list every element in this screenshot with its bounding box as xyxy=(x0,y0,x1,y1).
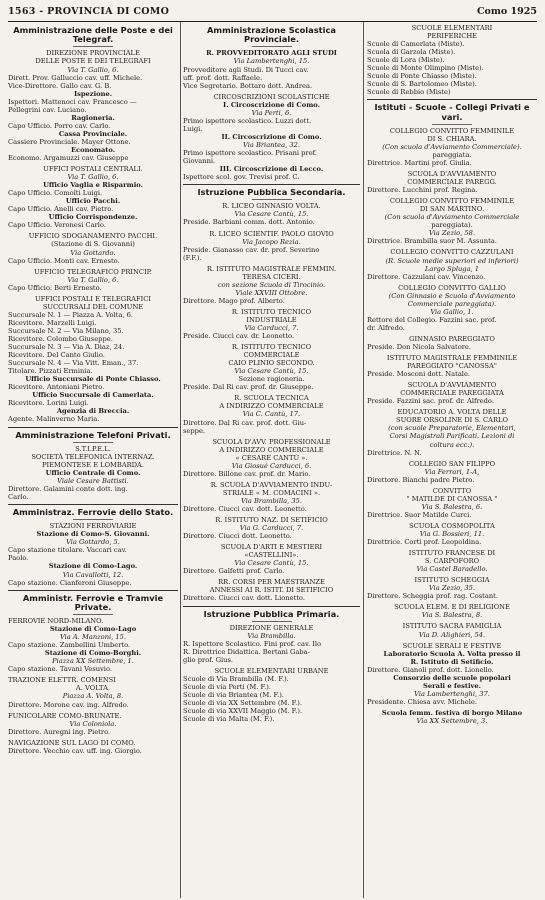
entry-line: glio prof. Gius. xyxy=(183,655,234,664)
entry-line: Direttore. Billone cav. prof. dr. Mario. xyxy=(183,469,311,478)
entry-title: DI SAN MARTINO. xyxy=(419,205,485,214)
entry-line: Luigi. xyxy=(183,124,203,133)
entry-subheading: III. Circoscrizione di Lecco. xyxy=(219,165,324,174)
section-heading: Istituti - Scuole - Collegi Privati e vari. xyxy=(374,102,530,122)
short-rule xyxy=(73,519,113,520)
entry-line: dr. Alfredo. xyxy=(367,323,405,332)
entry-address: Via G. Bossieri, 11. xyxy=(419,529,485,538)
entry-line: FUNICOLARE COMO-BRUNATE. xyxy=(8,711,122,720)
entry-line: Economo. Argamuzzi cav. Giuseppe xyxy=(8,154,129,163)
entry-title: SCUOLE ELEMENTARI URBANE xyxy=(214,666,329,675)
header-right: Como 1925 xyxy=(476,6,537,17)
entry-line: Scuole di via Perti (M. F.). xyxy=(183,683,271,692)
entry-title: PAREGGIATO "CANOSSA" xyxy=(407,362,497,371)
entry-line: Preside. Dal Ri cav. prof. dr. Giuseppe. xyxy=(183,383,314,392)
entry-line: Titolare. Pizzati Erminia. xyxy=(8,367,93,376)
entry-line: Scuole di via Malta (M. F.). xyxy=(183,715,275,724)
entry-title: R. LICEO SCIENTIF. PAOLO GIOVIO xyxy=(209,229,334,238)
entry-title: S.T.I.P.E.L. xyxy=(75,444,111,453)
entry-line: Vice-Direttore. Gallo cav. G. B. xyxy=(8,81,112,90)
entry-subheading: Ufficio Corrispondenze. xyxy=(48,213,138,222)
entry-title: Scuola femm. festiva di borgo Milano xyxy=(381,708,523,717)
entry-title: COMMERCIALE PAREGGIATA xyxy=(400,389,504,398)
section-heading: Istruzione Pubblica Secondaria. xyxy=(197,187,346,198)
entry-line: Capo Ufficio. Porro cav. Carlo. xyxy=(8,121,111,130)
entry-title: DELLE POSTE E DEI TELEGRAFI xyxy=(35,57,151,66)
column-right xyxy=(367,24,537,898)
entry-title: R. ISTITUTO NAZ. DI SETIFICIO xyxy=(215,516,328,525)
short-rule xyxy=(73,46,113,47)
header-left: 1563 - PROVINCIA DI COMO xyxy=(8,6,170,17)
entry-line: Ispettore scol. gov. Trevisi prof. C. xyxy=(183,173,300,182)
entry-subheading: I. Circoscrizione di Como. xyxy=(223,100,320,109)
column-divider xyxy=(180,22,181,898)
entry-line: uff. prof. dott. Raffaele. xyxy=(183,73,263,82)
entry-line: Primo ispettore scolastico. Prisani prof. xyxy=(183,148,318,157)
entry-title: RR. CORSI PER MAESTRANZE xyxy=(218,578,325,587)
entry-address: Via Cesare Cantù, 15. xyxy=(234,210,309,219)
entry-title: ISTITUTO SACRA FAMIGLIA xyxy=(402,622,502,631)
entry-title: PERIFERICHE xyxy=(426,32,478,41)
entry-title: EDUCATORIO A. VOLTA DELLE xyxy=(397,408,507,417)
entry-title: R. SCUOLA TECNICA xyxy=(234,394,309,403)
entry-title: «CASTELLINI». xyxy=(244,551,299,560)
entry-line: Capo Ufficio. Monti cav. Ernesto. xyxy=(8,256,120,265)
entry-subheading: Ufficio Centrale di Como. xyxy=(45,468,141,477)
entry-line: Direttore. Galamini conte dott. ing. xyxy=(8,484,128,493)
entry-line: Direttore. Gianoli prof. dott. Lionello. xyxy=(367,665,494,674)
entry-title: R. SCUOLA D'AVVIAMENTO INDU- xyxy=(210,480,333,489)
entry-title: pareggiata). xyxy=(431,221,473,230)
entry-title: SCUOLA COSMOPOLITA xyxy=(409,521,495,530)
entry-title: S. CARPOFORO xyxy=(424,557,480,566)
entry-line: Primo ispettore scolastico. Luzzi dott. xyxy=(183,116,312,125)
section-rule xyxy=(8,427,178,428)
entry-line: Cassiere Provinciale. Mayer Ottone. xyxy=(8,137,131,146)
entry-address: Corsi Magistrali Parificati. Lezioni di xyxy=(389,432,515,441)
entry-line: Direttrice. Brambilla suor M. Assunta. xyxy=(367,237,497,246)
entry-address: coltura ecc.). xyxy=(429,440,475,449)
entry-title: R. PROVVEDITORATO AGLI STUDI xyxy=(206,49,337,58)
entry-subheading: Ragioneria. xyxy=(71,113,115,122)
entry-title: SCUOLA D'AVV. PROFESSIONALE xyxy=(212,437,331,446)
entry-subheading: Ufficio Pacchi. xyxy=(65,197,121,206)
entry-address: (Con Ginnasio e Scuola d'Avviamento xyxy=(388,291,516,300)
entry-title: A INDIRIZZO COMMERCIALE xyxy=(219,402,324,411)
section-rule xyxy=(183,184,360,185)
entry-line: R. Ispettore Scolastico. Fini prof. cav. Ilo xyxy=(183,639,322,648)
entry-line: Direttore. Cazzulani cav. Vincenzo. xyxy=(367,272,486,281)
entry-title: TERESA CICERI. xyxy=(242,272,301,281)
entry-address: Via Cavallotti, 12. xyxy=(62,570,124,579)
entry-line: Scuole di via XX Settembre (M. F.). xyxy=(183,699,303,708)
entry-address: Via Lambertenghi, 37. xyxy=(414,689,490,698)
entry-title: COLLEGIO CONVITTO FEMMINILE xyxy=(389,197,515,206)
entry-title: CAIO PLINIO SECONDO. xyxy=(228,359,315,368)
entry-title: STAZIONI FERROVIARIE xyxy=(49,522,137,531)
entry-line: Ricevitore. Lorini Luigi. xyxy=(8,399,89,408)
page-number: 1563 xyxy=(8,6,36,17)
entry-line: Ispettori. Mattenoci cav. Francesco — xyxy=(8,97,137,106)
entry-line: Scuole di Via Brambilla (M. F.). xyxy=(183,675,289,683)
entry-line: Direttore. Vecchio cav. uff. ing. Giorgio. xyxy=(8,746,142,755)
entry-title: SCUOLA D'AVVIAMENTO xyxy=(407,381,497,390)
entry-title: INDUSTRIALE xyxy=(246,315,297,324)
section-rule xyxy=(367,99,537,100)
entry-line: R. Direttrice Didattica. Bertani Gaba- xyxy=(183,647,310,656)
entry-line: Ricevitore. Marzelli Luigi. xyxy=(8,318,97,327)
short-rule xyxy=(73,442,113,443)
section-heading: Amministrazione Telefoni Privati. xyxy=(15,429,171,440)
entry-line: Succursale N. 3 — Via A. Diaz, 24. xyxy=(8,343,125,352)
entry-line: Preside. Gianasso cav. dr. prof. Severino xyxy=(183,245,320,254)
entry-line: Ricevitore. Del Canto Giulio. xyxy=(8,351,105,360)
entry-title: A. VOLTA. xyxy=(75,684,111,693)
entry-title: COLLEGIO SAN FILIPPO xyxy=(408,459,496,468)
entry-title: « CESARE CANTÙ ». xyxy=(235,453,308,462)
entry-line: Direttore. Dal Ri cav. prof. dott. Giu- xyxy=(183,418,307,427)
entry-line: Direttore. Morone cav. ing. Alfredo. xyxy=(8,700,129,709)
entry-title: R. LICEO GINNASIO VOLTA. xyxy=(222,202,321,211)
entry-line: Direttore. Auregni ing. Pietro. xyxy=(8,727,111,736)
entry-subheading: Serali e festive. xyxy=(423,681,481,690)
entry-subheading: Agenzia di Breccia. xyxy=(56,407,130,416)
section-heading: Amministrazione delle Poste e dei Telegraf. xyxy=(13,25,173,45)
entry-line: FERROVIE NORD-MILANO. xyxy=(8,617,104,626)
entry-title: CONVITTO xyxy=(432,486,472,495)
entry-line: Preside. Don Nicola Salvatore. xyxy=(367,343,472,351)
entry-title: SUCCURSALI DEL COMUNE xyxy=(42,302,144,311)
entry-title: SCUOLA ELEM. E DI RELIGIONE xyxy=(394,603,510,612)
entry-address: Via Cesare Cantù, 15. xyxy=(234,367,309,376)
entry-title: DIREZIONE PROVINCIALE xyxy=(46,49,140,58)
entry-line: Direttore. Ciucci dott. Leonetto. xyxy=(183,532,292,541)
entry-line: Direttore. Galfetti prof. Carlo. xyxy=(183,567,285,576)
entry-title: PIEMONTESE E LOMBARDA. xyxy=(41,460,144,469)
entry-line: Scuole di Monte Olimpino (Miste). xyxy=(367,64,484,73)
short-rule xyxy=(73,614,113,615)
entry-subheading: Cassa Provinciale. xyxy=(58,129,128,138)
entry-line: Direttrice. Martini prof. Giulia. xyxy=(367,159,472,168)
entry-line: Paolo. xyxy=(8,554,29,563)
entry-line: Scuole di Ponte Chiasso (Miste). xyxy=(367,72,477,81)
entry-line: Scuola di Garzola (Miste). xyxy=(367,48,456,57)
entry-address: Via Zezio, 58. xyxy=(428,229,476,238)
entry-title: R. ISTITUTO TECNICO xyxy=(231,343,312,352)
section-heading: Amministr. Ferrovie e Tramvie Private. xyxy=(22,592,164,612)
entry-address: Via S. Balestra, 6. xyxy=(421,502,483,511)
entry-address: (Con scuola d'Avviamento Commerciale xyxy=(384,213,520,222)
entry-title: Sezione ragioneria. xyxy=(238,375,305,384)
entry-line: NAVIGAZIONE SUL LAGO DI COMO. xyxy=(8,738,136,747)
entry-title: A INDIRIZZO COMMERCIALE xyxy=(219,445,324,454)
entry-subheading: R. Istituto di Setificio. xyxy=(410,657,494,666)
entry-title: SUORE ORSOLINE DI S. CARLO xyxy=(396,416,508,425)
section-rule xyxy=(8,590,178,591)
entry-title: COMMERCIALE xyxy=(243,351,300,360)
entry-line: Ricevitore. Colombo Giuseppe. xyxy=(8,335,113,343)
entry-subheading: Ufficio Succursale di Ponte Chiasso. xyxy=(25,375,161,384)
entry-line: Capo Ufficio. Berti Ernesto. xyxy=(8,283,102,292)
entry-title: ISTITUTO MAGISTRALE FEMMINILE xyxy=(386,354,518,363)
entry-address: Via T. Gallio, 6. xyxy=(67,173,119,182)
entry-title: COLLEGIO CONVITTO CAZZULANI xyxy=(390,248,514,257)
entry-address: Piazza A. Volta, 8. xyxy=(62,692,124,701)
column-middle xyxy=(183,24,360,898)
entry-line: Ricevitore. Antoniani Pietro. xyxy=(8,383,105,392)
entry-title: R. ISTITUTO TECNICO xyxy=(231,307,312,316)
entry-subheading: Ufficio Vaglia e Risparmio. xyxy=(43,181,143,190)
entry-subheading: Ufficio Succursale di Camerlata. xyxy=(32,391,154,400)
entry-address: Via Brambilla, 35. xyxy=(241,496,302,505)
entry-line: Capo Ufficio. Veronesi Carlo. xyxy=(8,221,106,230)
entry-line: Presidente. Chiesa avv. Michele. xyxy=(367,697,477,706)
entry-address: (con scuole Preparatorie, Elementari, xyxy=(388,424,516,433)
entry-line: Direttore. Scheggia prof. rag. Costant. xyxy=(367,592,498,601)
entry-line: Direttore. Bianchi padre Pietro. xyxy=(367,475,475,484)
entry-subheading: Stazione di Como-Lago. xyxy=(48,562,138,571)
entry-title: COLLEGIO CONVITTO GALLIO xyxy=(398,283,506,292)
entry-address: Via Briantea, 32. xyxy=(242,140,301,149)
entry-title: ISTITUTO FRANCESE DI xyxy=(408,549,496,558)
entry-line: Scuole di Camerlata (Miste). xyxy=(367,40,465,49)
entry-line: (F.F.). xyxy=(183,253,202,262)
entry-line: Direttore. Ciucci cav. dott. Lionetto. xyxy=(183,594,305,603)
entry-address: Via XX Settembre, 3. xyxy=(416,716,488,725)
entry-title: pareggiata. xyxy=(432,150,472,159)
entry-title: (Stazione di S. Giovanni) xyxy=(51,240,135,249)
entry-address: Largo Spluga, 1 xyxy=(424,264,480,273)
entry-line: Scuole di via XXVII Maggio (M. F.). xyxy=(183,707,303,716)
entry-address: Via Lambertenghi, 15. xyxy=(233,57,310,66)
entry-title: SCUOLE ELEMENTARI xyxy=(411,24,493,32)
running-title: PROVINCIA DI COMO xyxy=(47,6,170,17)
entry-line: Capo stazione. Tavani Vesuvio. xyxy=(8,665,112,674)
short-rule xyxy=(432,124,472,125)
entry-address: Via Jacopo Rezia. xyxy=(242,237,301,246)
entry-address: Viale Cesare Battisti. xyxy=(57,476,129,485)
entry-line: TRAZIONE ELETTR. COMENSI xyxy=(8,676,116,685)
entry-title: SCUOLA D'ARTI E MESTIERI xyxy=(220,543,323,552)
entry-address: Via A. Manzoni, 15. xyxy=(59,633,127,642)
entry-line: Vice Segretario. Bottaro dott. Andrea. xyxy=(183,81,313,90)
entry-address: Via Carducci, 7. xyxy=(244,324,299,333)
entry-line: Scuole di S. Bartolomeo (Miste). xyxy=(367,80,477,89)
entry-title: UFFICI POSTALI CENTRALI. xyxy=(43,165,143,174)
entry-line: Carlo. xyxy=(8,493,29,501)
entry-line: Direttrice. Suor Matilde Curci. xyxy=(367,510,472,519)
entry-line: Rettore del Collegio. Fazzini sac. prof. xyxy=(367,315,497,324)
entry-address: (Con scuola d'Avviamento Commerciale). xyxy=(382,142,522,151)
entry-title: UFFICIO SDOGANAMENTO PACCHI. xyxy=(28,232,158,241)
entry-subheading: Ispezione. xyxy=(73,89,113,98)
entry-line: Direttrice. N. N. xyxy=(367,448,422,457)
entry-address: Via T. Gallio, 6. xyxy=(67,65,119,74)
entry-title: STRIALE « M. COMACINI ». xyxy=(222,488,321,497)
entry-address: Via Castel Baradello. xyxy=(416,565,488,574)
entry-title: DIREZIONE GENERALE xyxy=(229,623,314,632)
short-rule xyxy=(252,199,292,200)
entry-title: SCUOLA D'AVVIAMENTO xyxy=(407,170,497,179)
entry-title: DI S. CHIARA. xyxy=(427,134,477,143)
entry-line: Direttrice. Corti prof. Leopoldina. xyxy=(367,538,482,547)
entry-title: SCUOLE SERALI E FESTIVE xyxy=(402,641,502,650)
entry-line: Preside. Ciucci cav. dr. Leonetto. xyxy=(183,332,295,341)
column-divider xyxy=(363,22,364,898)
entry-address: Via D. Alighieri, 54. xyxy=(418,630,486,639)
entry-title: ISTITUTO SCHEGGIA xyxy=(414,576,490,585)
section-rule xyxy=(183,606,360,607)
entry-line: Direttore. Lucchini prof. Regina. xyxy=(367,186,478,195)
section-heading: Amministrazione Scolastica Provinciale. xyxy=(207,25,336,45)
entry-address: Via C. Cantù, 17. xyxy=(242,410,301,419)
entry-title: R. ISTITUTO MAGISTRALE FEMMIN. xyxy=(206,264,337,273)
entry-address: Via G. Carducci, 7. xyxy=(239,524,304,533)
entry-line: Preside. Mosconi dott. Natale. xyxy=(367,370,471,379)
entry-line: Dirett. Prov. Galluccio cav. uff. Michele. xyxy=(8,73,143,82)
entry-address: (R. Scuole medie superiori ed inferiori) xyxy=(385,256,519,265)
entry-title: " MATILDE DI CANOSSA " xyxy=(406,494,498,503)
entry-subheading: Consorzio delle scuole popolari xyxy=(393,673,511,682)
entry-line: Succursale N. 4 — Via Vitt. Eman., 37. xyxy=(8,359,139,368)
entry-address: Via Zezio, 35. xyxy=(428,584,476,593)
entry-address: con sezione Scuola di Tirocinio. xyxy=(217,280,326,289)
entry-address: Via Ferrari, 1-A, xyxy=(424,467,480,476)
entry-address: Via Perti, 6. xyxy=(251,108,292,117)
entry-address: Via Giosuè Carducci, 6. xyxy=(231,461,312,470)
entry-line: Agente. Malinverno Maria. xyxy=(8,415,100,424)
entry-title: ANNESSI AI R. ISTIT. DI SETIFICIO xyxy=(209,586,334,595)
entry-line: Capo Ufficio. Comoîti Luigi. xyxy=(8,189,103,198)
entry-line: Scuole di via Briantea (M. F.). xyxy=(183,691,284,700)
short-rule xyxy=(252,46,292,47)
entry-subheading: Stazione di Como-S. Giovanni. xyxy=(36,530,150,539)
entry-line: Pellegrini cav. Luciano. xyxy=(8,105,87,114)
page-header xyxy=(8,6,537,20)
entry-line: Scuole di Lora (Miste). xyxy=(367,56,445,65)
entry-line: Capo stazione titolare. Vaccari cav. xyxy=(8,546,127,555)
entry-subheading: Laboratorio Scuola A. Volta presso il xyxy=(383,649,521,658)
entry-line: Succursale N. 1 — Piazza A. Volta, 6. xyxy=(8,310,133,319)
entry-line: seppe. xyxy=(183,426,206,435)
entry-address: Via S. Balestra, 8. xyxy=(421,611,483,620)
entry-address: Via Gottardo. xyxy=(70,248,116,257)
entry-subheading: II. Circoscrizione di Como. xyxy=(221,132,322,141)
entry-line: Direttore. Ciucci cav. dott. Leonetto. xyxy=(183,505,307,513)
entry-address: Commerciale pareggiata). xyxy=(407,299,497,308)
entry-subheading: Stazione di Como-Lago xyxy=(49,625,137,634)
entry-line: Succursale N. 2 — Via Milano, 35. xyxy=(8,326,124,335)
entry-line: Provveditore agli Studi. Di Tucci cav. xyxy=(183,65,309,74)
entry-title: CIRCOSCRIZIONI SCOLASTICHE xyxy=(213,92,330,101)
entry-title: GINNASIO PAREGGIATO xyxy=(409,334,495,343)
entry-address: Viale XXVIII Ottobre. xyxy=(235,288,308,297)
entry-line: Preside. Fazzini sac. prof. dr. Alfredo. xyxy=(367,397,494,406)
entry-address: Via T. Gallio, 6. xyxy=(67,275,119,284)
entry-address: Via Cesare Cantù, 15. xyxy=(234,559,309,568)
entry-line: Capo Ufficio. Anelli cav. Pietro. xyxy=(8,205,114,214)
entry-line: Giovanni. xyxy=(183,157,216,166)
entry-line: Capo stazione. Cianferoni Giuseppe. xyxy=(8,578,132,587)
short-rule xyxy=(252,621,292,622)
entry-title: UFFICI POSTALI E TELEGRAFICI xyxy=(34,294,152,303)
entry-address: Via Brambilla. xyxy=(247,631,296,640)
section-heading: Amministraz. Ferrovie dello Stato. xyxy=(12,507,174,518)
column-left xyxy=(8,24,178,898)
header-rule xyxy=(8,21,537,22)
section-rule xyxy=(8,504,178,505)
entry-subheading: Stazione di Como-Borghi. xyxy=(44,649,142,658)
section-heading: Istruzione Pubblica Primaria. xyxy=(203,608,340,619)
entry-address: Piazza XX Settembre, 1. xyxy=(52,657,134,666)
entry-title: COLLEGIO CONVITTO FEMMINILE xyxy=(389,126,515,135)
entry-line: Capo stazione. Zambellini Umberto. xyxy=(8,641,131,650)
entry-line: Scuole di Rebbio (Miste) xyxy=(367,88,451,97)
entry-title: SOCIETÀ TELEFONICA INTERNAZ. xyxy=(31,452,155,461)
entry-line: Direttore. Mago prof. Alberto. xyxy=(183,296,285,305)
entry-title: UFFICIO TELEGRAFICO PRINCIP. xyxy=(34,267,152,276)
entry-address: Via Coloniola. xyxy=(69,719,117,728)
entry-address: Via Gallio, 1. xyxy=(430,307,474,316)
entry-address: Via Gottardo, 5. xyxy=(66,538,120,547)
entry-subheading: Economato. xyxy=(70,145,116,154)
entry-line: Preside. Barbiani comm. dott. Antonio. xyxy=(183,218,315,227)
entry-title: COMMERCIALE PAREGG. xyxy=(407,178,497,187)
